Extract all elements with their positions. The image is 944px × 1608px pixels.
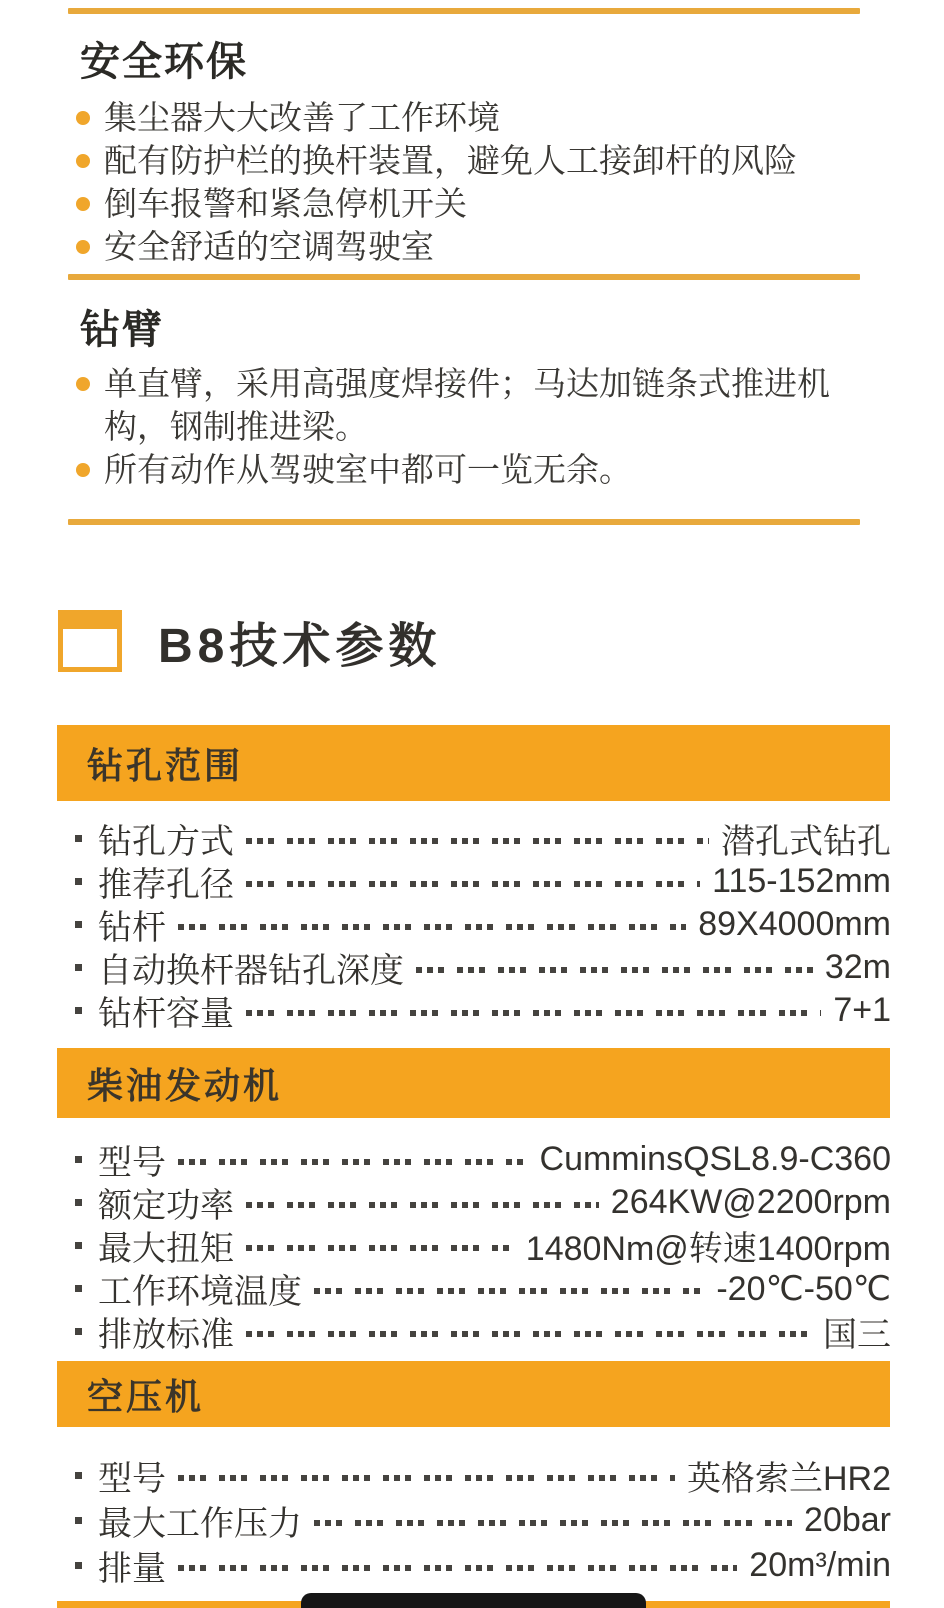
spec-value: 32m xyxy=(824,948,891,986)
list-item xyxy=(76,362,874,448)
spec-label: 最大工作压力 xyxy=(98,1505,302,1543)
divider-rule-top xyxy=(68,8,860,14)
dotted-leader xyxy=(178,1565,737,1571)
spec-group-header-label: 柴油发动机 xyxy=(87,1064,283,1106)
list-item xyxy=(76,448,874,491)
spec-row xyxy=(75,1310,891,1353)
divider-rule-bottom xyxy=(68,519,860,525)
section-heading-safety: 安全环保 xyxy=(80,40,248,84)
spec-value: 7+1 xyxy=(833,991,891,1029)
spec-value: 潜孔式钻孔 xyxy=(721,823,891,861)
feature-text: 单直臂，采用高强度焊接件；马达加链条式推进机构，钢制推进梁。 xyxy=(104,365,830,445)
spec-row xyxy=(75,989,891,1032)
spec-value: 1480Nm@转速1400rpm xyxy=(525,1230,891,1268)
tech-params-title-row xyxy=(58,609,944,673)
dotted-leader xyxy=(246,1245,514,1251)
spec-rows-diesel-engine xyxy=(75,1138,891,1353)
spec-dot-icon xyxy=(75,1472,82,1479)
dotted-leader xyxy=(314,1288,704,1294)
spec-row xyxy=(75,860,891,903)
bullet-dot-icon xyxy=(76,154,90,168)
spec-row xyxy=(75,946,891,989)
spec-value: 20bar xyxy=(804,1501,891,1539)
spec-row xyxy=(75,1498,891,1543)
spec-dot-icon xyxy=(75,1517,82,1524)
spec-label: 最大扭矩 xyxy=(98,1230,234,1268)
spec-rows-drilling-range xyxy=(75,817,891,1032)
spec-label: 钻孔方式 xyxy=(98,823,234,861)
boom-feature-list xyxy=(76,362,944,491)
spec-rows-air-compressor xyxy=(75,1453,891,1588)
dotted-leader xyxy=(246,1202,599,1208)
dotted-leader xyxy=(246,1010,821,1016)
spec-label: 型号 xyxy=(98,1460,166,1498)
bullet-dot-icon xyxy=(76,463,90,477)
tech-params-icon xyxy=(58,610,122,672)
dotted-leader xyxy=(246,838,709,844)
spec-value: CumminsQSL8.9-C360 xyxy=(539,1140,891,1178)
spec-group-header-diesel-engine xyxy=(57,1048,890,1118)
spec-label: 推荐孔径 xyxy=(98,866,234,904)
safety-feature-list xyxy=(76,96,944,268)
spec-dot-icon xyxy=(75,964,82,971)
spec-row xyxy=(75,1453,891,1498)
spec-group-header-label: 钻孔范围 xyxy=(87,744,244,786)
spec-value: 115-152mm xyxy=(712,862,891,900)
tech-params-icon-band xyxy=(63,615,117,629)
list-item xyxy=(76,139,874,182)
spec-dot-icon xyxy=(75,1562,82,1569)
dotted-leader xyxy=(246,1331,811,1337)
dotted-leader xyxy=(178,924,686,930)
spec-dot-icon xyxy=(75,835,82,842)
spec-value: 20m³/min xyxy=(749,1546,891,1584)
dotted-leader xyxy=(178,1159,528,1165)
spec-row xyxy=(75,903,891,946)
divider-rule-mid xyxy=(68,274,860,280)
dotted-leader xyxy=(314,1520,792,1526)
spec-label: 排放标准 xyxy=(98,1316,234,1354)
spec-group-header-drilling-range xyxy=(57,725,890,801)
bullet-dot-icon xyxy=(76,377,90,391)
spec-value: 英格索兰HR2 xyxy=(686,1460,891,1498)
feature-text: 配有防护栏的换杆装置，避免人工接卸杆的风险 xyxy=(104,142,797,179)
spec-row xyxy=(75,1138,891,1181)
feature-text: 集尘器大大改善了工作环境 xyxy=(104,99,500,136)
section-heading-boom: 钻臂 xyxy=(80,308,164,352)
spec-row xyxy=(75,1267,891,1310)
spec-value: 国三 xyxy=(823,1316,891,1354)
spec-row xyxy=(75,1543,891,1588)
list-item xyxy=(76,225,874,268)
spec-value: -20℃-50℃ xyxy=(716,1269,891,1308)
spec-row xyxy=(75,817,891,860)
spec-value: 264KW@2200rpm xyxy=(610,1183,891,1221)
spec-dot-icon xyxy=(75,1328,82,1335)
spec-value: 89X4000mm xyxy=(698,905,891,943)
dotted-leader xyxy=(246,881,700,887)
bullet-dot-icon xyxy=(76,111,90,125)
spec-label: 型号 xyxy=(98,1144,166,1182)
spec-label: 额定功率 xyxy=(98,1187,234,1225)
spec-dot-icon xyxy=(75,921,82,928)
spec-dot-icon xyxy=(75,1285,82,1292)
spec-dot-icon xyxy=(75,1156,82,1163)
feature-text: 所有动作从驾驶室中都可一览无余。 xyxy=(104,451,632,488)
dotted-leader xyxy=(178,1475,675,1481)
bottom-tab-pill xyxy=(301,1593,646,1608)
dotted-leader xyxy=(416,967,813,973)
spec-label: 工作环境温度 xyxy=(98,1273,302,1311)
bullet-dot-icon xyxy=(76,240,90,254)
list-item xyxy=(76,96,874,139)
list-item xyxy=(76,182,874,225)
feature-text: 安全舒适的空调驾驶室 xyxy=(104,228,434,265)
feature-text: 倒车报警和紧急停机开关 xyxy=(104,185,467,222)
spec-row xyxy=(75,1181,891,1224)
bullet-dot-icon xyxy=(76,197,90,211)
spec-label: 钻杆容量 xyxy=(98,995,234,1033)
spec-group-header-air-compressor xyxy=(57,1361,890,1427)
spec-dot-icon xyxy=(75,1242,82,1249)
spec-dot-icon xyxy=(75,1199,82,1206)
page-title: B8技术参数 xyxy=(158,619,442,673)
spec-group-header-label: 空压机 xyxy=(87,1375,205,1417)
spec-label: 自动换杆器钻孔深度 xyxy=(98,952,404,990)
spec-row xyxy=(75,1224,891,1267)
spec-dot-icon xyxy=(75,878,82,885)
spec-label: 排量 xyxy=(98,1550,166,1588)
spec-dot-icon xyxy=(75,1007,82,1014)
spec-label: 钻杆 xyxy=(98,909,166,947)
